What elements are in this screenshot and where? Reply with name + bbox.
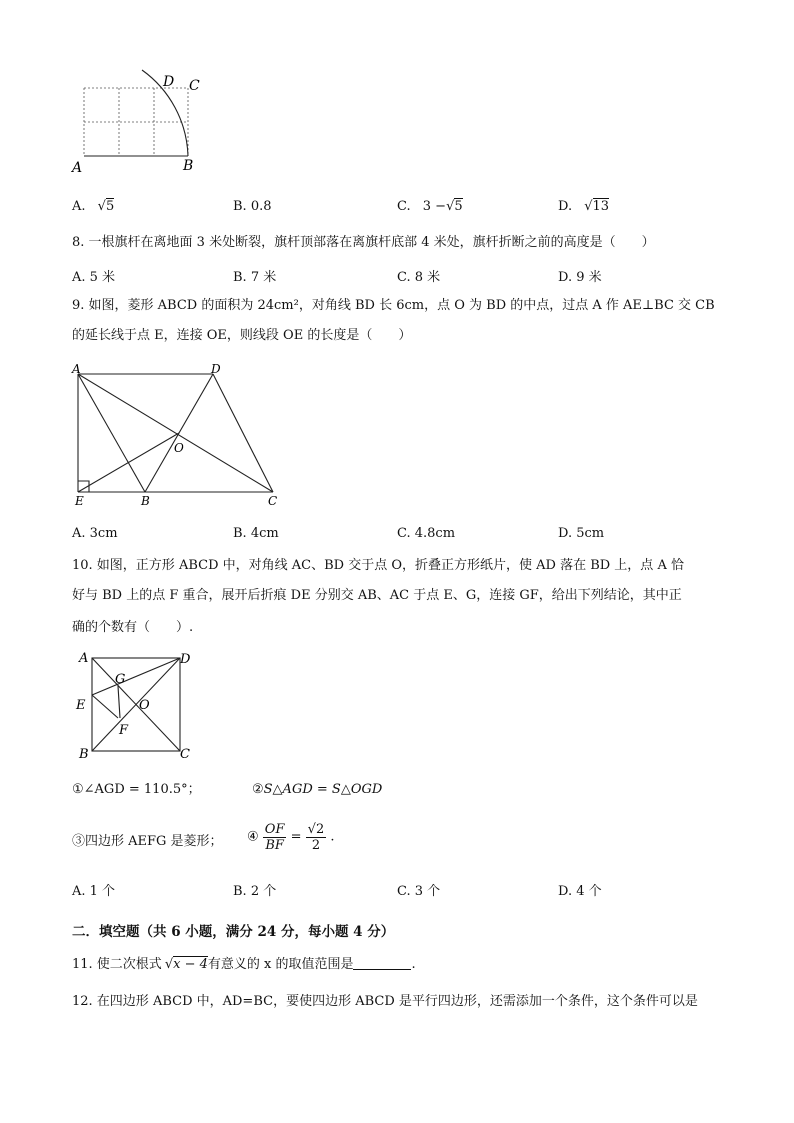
q10-label-C: C [180,747,190,762]
q8-text: 8. 一根旗杆在离地面 3 米处断裂，旗杆顶部落在离旗杆底部 4 米处，旗杆折断之前的高度是（ ） [72,235,655,250]
q11-answer-blank [353,956,411,970]
q7-option-d: D. √13 [558,199,610,214]
q7-option-b: B. 0.8 [233,199,272,214]
sqrt-symbol: √ [584,199,593,214]
q10-label-F: F [119,723,129,738]
q9-option-a: A. 3cm [72,526,118,541]
q8-option-a: A. 5 米 [72,270,116,285]
q10-line1: 10. 如图，正方形 ABCD 中，对角线 AC、BD 交于点 O，折叠正方形纸片，使 AD 落在 BD 上，点 A 恰 [72,558,684,573]
q9-label-B: B [141,494,150,508]
q9-figure [68,362,298,512]
q9-label-C: C [268,494,278,508]
q9-option-b: B. 4cm [233,526,279,541]
q7-label-A: A [72,160,83,176]
q9-label-O: O [174,441,184,455]
q10-conclusion-4: ④ $\frac{OF}{BF}$ = $\frac{√2}{2}$ . [247,822,335,853]
q8-option-d: D. 9 米 [558,270,602,285]
q7-label-D: D [163,74,175,90]
sqrt-symbol: √ [446,199,455,214]
q8-option-c: C. 8 米 [397,270,441,285]
q9-label-D: D [211,362,221,376]
q9-label-A: A [72,362,81,376]
q10-conclusion-2: ②S△AGD = S△OGD [252,782,383,797]
q9-option-c: C. 4.8cm [397,526,456,541]
sqrt-symbol: √ [97,199,106,214]
q9-label-E: E [75,494,84,508]
q10-label-A: A [79,651,89,666]
q12-text: 12. 在四边形 ABCD 中，AD=BC，要使四边形 ABCD 是平行四边形，还需添加一个条件，这个条件可以是 [72,994,698,1009]
q10-option-b: B. 2 个 [233,884,277,899]
q7-label-B: B [183,158,194,174]
q10-line3: 确的个数有（ ）. [72,620,194,635]
q7-label-C: C [189,78,200,94]
q10-label-G: G [115,672,126,687]
q8-option-b: B. 7 米 [233,270,277,285]
q11-text: 11. 使二次根式 √x − 4有意义的 x 的取值范围是 . [72,957,416,972]
q10-figure [72,648,202,763]
q9-line2: 的延长线于点 E，连接 OE，则线段 OE 的长度是（ ） [72,328,412,343]
q7-option-a: A. √5 [72,199,115,214]
q10-conclusion-1: ①∠AGD = 110.5°； [72,782,201,797]
q7-a-radicand: 5 [105,199,115,214]
sqrt-symbol: √ [164,957,174,972]
q10-option-c: C. 3 个 [397,884,441,899]
q10-conclusion-3: ③四边形 AEFG 是菱形； [72,834,223,849]
q10-label-O: O [139,698,150,713]
q9-option-d: D. 5cm [558,526,605,541]
q10-option-a: A. 1 个 [72,884,116,899]
section-2-heading: 二．填空题（共 6 小题，满分 24 分，每小题 4 分） [72,924,395,940]
q7-figure [60,62,220,177]
q9-line1: 9. 如图，菱形 ABCD 的面积为 24cm²，对角线 BD 长 6cm，点 O 为 BD 的中点，过点 A 作 AE⊥BC 交 CB [72,298,715,313]
q10-label-D: D [180,652,191,667]
q10-label-B: B [79,747,89,762]
q10-line2: 好与 BD 上的点 F 重合，展开后折痕 DE 分别交 AB、AC 于点 E、G，连接 GF，给出下列结论，其中正 [72,588,682,603]
q10-option-d: D. 4 个 [558,884,602,899]
q10-label-E: E [76,698,86,713]
q7-option-c: C. 3 −√5 [397,199,463,214]
